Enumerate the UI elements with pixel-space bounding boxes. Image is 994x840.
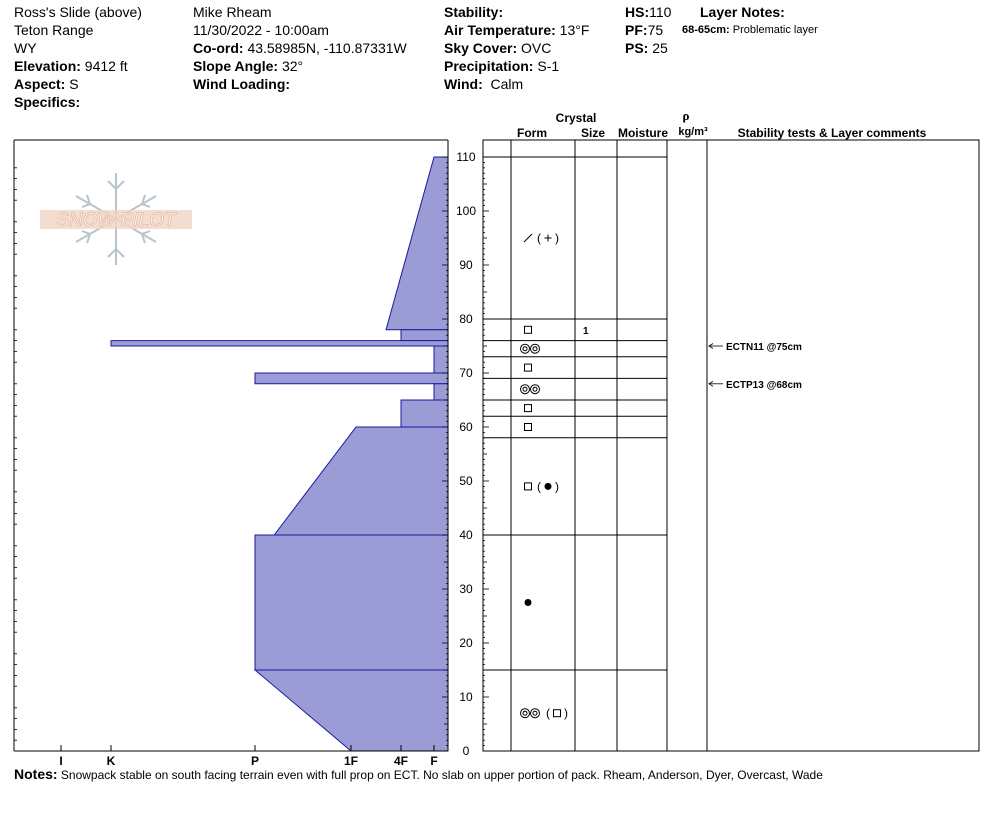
pf-value: 75 <box>647 22 664 38</box>
sky-value: OVC <box>521 40 552 56</box>
logo-text: SNOW PILOT <box>56 210 176 231</box>
layer-row <box>525 364 532 371</box>
layer-row <box>521 706 569 720</box>
layer-notes-label: Layer Notes: <box>700 4 785 20</box>
size-header: Size <box>580 126 606 140</box>
depth-tick-label: 80 <box>459 312 473 326</box>
stability-test-label: ECTN11 @75cm <box>726 342 802 353</box>
grain-form-plus-icon <box>545 235 552 242</box>
depth-tick-label: 0 <box>462 744 470 758</box>
depth-tick-label: 10 <box>459 690 473 704</box>
grain-form-dot-icon <box>545 483 552 490</box>
grain-form-paren: ( <box>546 706 550 721</box>
grain-size-label: 1 <box>583 325 589 337</box>
hardness-tick-label: 1F <box>343 754 359 768</box>
grain-form-ring-icon <box>521 344 540 353</box>
observation-datetime: 11/30/2022 - 10:00am <box>193 22 329 38</box>
air-temp-value: 13°F <box>559 22 590 38</box>
coord-label: Co-ord: <box>193 40 244 56</box>
rho-header: ρ <box>682 108 690 123</box>
hardness-tick-label: F <box>430 754 438 768</box>
ps-value: 25 <box>652 40 668 56</box>
location-name: Ross's Slide (above) <box>14 4 142 20</box>
grain-form-paren: ) <box>564 706 568 721</box>
specifics-label: Specifics: <box>14 94 81 110</box>
stability-tests <box>709 342 802 391</box>
depth-tick-label: 30 <box>459 582 473 596</box>
hardness-segment <box>255 535 448 670</box>
layer-row <box>521 385 540 394</box>
slope-value: 32° <box>281 58 304 74</box>
depth-tick-label: 50 <box>459 474 473 488</box>
hardness-segment <box>255 670 448 751</box>
hardness-segment <box>401 330 448 341</box>
depth-tick-label: 20 <box>459 636 473 650</box>
grain-form-paren: ) <box>555 231 559 245</box>
grain-form-square-icon <box>525 483 532 490</box>
stability-header: Stability tests & Layer comments <box>737 126 927 140</box>
elevation-value: 9412 ft <box>84 58 128 74</box>
wind-loading-label: Wind Loading: <box>193 76 291 92</box>
hardness-tick-label: P <box>250 754 260 768</box>
grain-form-ring-icon <box>521 709 540 718</box>
wind-value: Calm <box>490 76 524 92</box>
stability-test <box>709 380 802 391</box>
elevation-label: Elevation: <box>14 58 81 74</box>
layer-row <box>521 344 540 353</box>
stability-test <box>709 342 802 353</box>
hardness-tick-label: I <box>59 754 63 768</box>
grain-form-ring-icon <box>521 385 540 394</box>
grain-form-square-icon <box>554 710 561 717</box>
state-name: WY <box>14 40 37 56</box>
hardness-segment <box>111 341 448 346</box>
hardness-tick-label: K <box>106 754 116 768</box>
layer-row <box>525 405 532 412</box>
layer-note-text: Problematic layer <box>732 24 818 36</box>
snowpilot-logo <box>40 173 192 265</box>
stability-label: Stability: <box>444 4 504 20</box>
hardness-segment <box>274 427 448 535</box>
hardness-segment <box>255 373 448 384</box>
grain-form-square-icon <box>525 405 532 412</box>
aspect-label: Aspect: <box>14 76 66 92</box>
precip-value: S-1 <box>537 58 560 74</box>
layer-note-range: 68-65cm: <box>682 24 730 36</box>
stability-test-label: ECTP13 @68cm <box>726 379 802 391</box>
grain-form-paren: ) <box>555 479 559 494</box>
observer-name: Mike Rheam <box>193 4 272 20</box>
pf-label: PF: <box>625 22 648 38</box>
hardness-segment <box>386 157 448 330</box>
grain-form-square-icon <box>525 326 532 333</box>
depth-tick-label: 60 <box>459 420 473 434</box>
form-header: Form <box>517 126 547 140</box>
hardness-segment <box>434 384 448 400</box>
layer-row <box>525 326 590 337</box>
grain-form-slash-icon <box>524 234 532 242</box>
aspect-value: S <box>69 76 79 92</box>
layer-row <box>525 479 560 493</box>
moisture-header: Moisture <box>617 126 669 140</box>
depth-tick-label: 100 <box>455 204 477 218</box>
depth-tick-label: 110 <box>456 150 476 164</box>
density-header: kg/m³ <box>678 126 708 138</box>
layer-row <box>524 231 559 245</box>
depth-tick-label: 90 <box>459 258 473 272</box>
depth-tick-label: 40 <box>459 528 473 542</box>
slope-label: Slope Angle: <box>193 58 279 74</box>
range-name: Teton Range <box>14 22 94 38</box>
layer-table <box>483 108 979 751</box>
ps-label: PS: <box>625 40 649 56</box>
notes-row <box>14 766 823 782</box>
layer-row <box>525 599 532 606</box>
grain-form-paren: ( <box>537 479 541 494</box>
hs-label: HS: <box>625 4 650 20</box>
grain-form-square-icon <box>525 424 532 431</box>
hardness-segment <box>401 400 448 427</box>
coord-value: 43.58985N, -110.87331W <box>247 40 407 56</box>
grain-form-dot-icon <box>525 599 532 606</box>
notes-label: Notes: <box>14 766 58 782</box>
grain-form-paren: ( <box>537 231 541 245</box>
grain-form-square-icon <box>525 364 532 371</box>
notes-text: Snowpack stable on south facing terrain even with full prop on ECT. No slab on upper portion of pack. Rheam, Anderson, Dyer, Overcast, Wade <box>60 768 823 782</box>
hardness-segment <box>434 346 448 373</box>
air-temp-label: Air Temperature: <box>444 22 556 38</box>
sky-label: Sky Cover: <box>444 40 518 56</box>
hardness-tick-label: 4F <box>393 754 409 768</box>
hs-value: 110 <box>649 4 672 20</box>
hardness-profile <box>111 157 448 751</box>
precip-label: Precipitation: <box>444 58 534 74</box>
depth-tick-label: 70 <box>459 366 473 380</box>
wind-label: Wind: <box>444 76 483 92</box>
crystal-header: Crystal <box>555 111 597 125</box>
layer-row <box>525 424 532 431</box>
